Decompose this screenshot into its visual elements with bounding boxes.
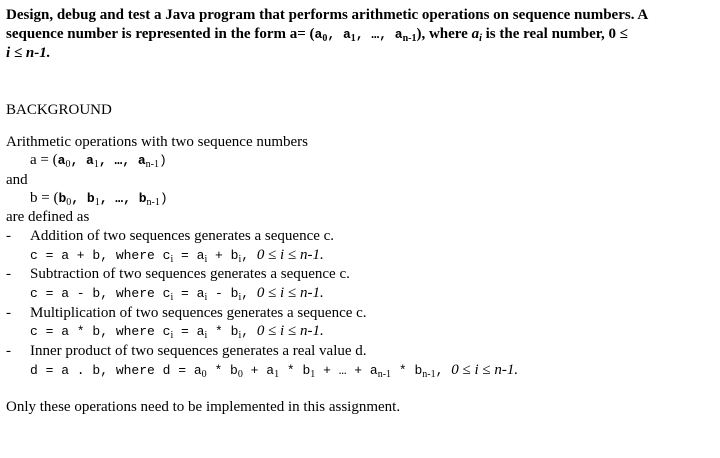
seq-b-sub-0: 0 — [66, 197, 72, 208]
seq-b-end: ) — [159, 191, 168, 206]
addition-description: Addition of two sequences generates a sequence c. — [30, 228, 335, 244]
inner-s5: n-1 — [377, 369, 392, 380]
intro-line-3 — [6, 44, 51, 62]
add-f2: = a — [173, 248, 205, 263]
sub-f1: c = a - b, where c — [30, 286, 171, 301]
seq-b-pre: b = ( — [30, 190, 59, 206]
inner-product-description: Inner product of two sequences generates a real value d. — [30, 343, 367, 359]
mul-f2: = a — [173, 324, 205, 339]
seq-b-sub-n: n-1 — [146, 197, 160, 208]
intro-tail: is the real number, 0 ≤ — [481, 26, 629, 42]
add-s1: i — [170, 254, 174, 265]
intro-sub-0: 0 — [322, 33, 328, 44]
seq-a-sub-1: 1 — [93, 159, 99, 170]
inner-s2: 0 — [237, 369, 243, 380]
inner-s6: n-1 — [422, 369, 436, 380]
inner-range: 0 ≤ i ≤ n-1. — [451, 362, 519, 378]
inner-p5: + … + a — [315, 363, 378, 378]
sub-f4: , — [241, 286, 257, 301]
bullet-subtraction: - — [6, 266, 11, 282]
mul-s2: i — [204, 330, 208, 341]
inner-p6: * b — [391, 363, 423, 378]
inner-s1: 0 — [201, 369, 207, 380]
add-f1: c = a + b, where c — [30, 248, 171, 263]
intro-where: ), where — [416, 26, 472, 42]
and-text: and — [6, 172, 28, 188]
intro-line-1 — [6, 6, 648, 24]
inner-p1: d = a . b, where d = a — [30, 363, 202, 378]
mul-f3: * b — [207, 324, 239, 339]
background-heading: BACKGROUND — [6, 102, 112, 118]
seq-a-n: , …, a — [98, 153, 146, 168]
add-range: 0 ≤ i ≤ n-1. — [256, 247, 324, 263]
closing-note: Only these operations need to be implemented in this assignment. — [6, 399, 401, 415]
inner-p3: + a — [242, 363, 275, 378]
bullet-inner-product: - — [6, 343, 11, 359]
mul-f4: , — [241, 324, 257, 339]
subtraction-description: Subtraction of two sequences generates a sequence c. — [30, 266, 350, 282]
defined-as: are defined as — [6, 209, 90, 225]
inner-p4: * b — [279, 363, 311, 378]
intro-sep-1: , a — [327, 27, 351, 42]
intro-line-2 — [6, 25, 628, 48]
intro-text-1: Design, debug and test a Java program that performs arithmetic operations on sequence numbers. A — [6, 7, 649, 23]
add-f4: , — [241, 248, 257, 263]
seq-b-n: , …, b — [99, 191, 147, 206]
background-intro: Arithmetic operations with two sequence numbers — [6, 134, 309, 150]
mul-s1: i — [170, 330, 174, 341]
intro-ai-sub: i — [479, 33, 482, 44]
sub-f2: = a — [173, 286, 205, 301]
sub-f3: - b — [207, 286, 239, 301]
sub-s3: i — [238, 292, 242, 303]
seq-b-0: b — [58, 191, 67, 206]
inner-p7: , — [435, 363, 452, 378]
mul-range: 0 ≤ i ≤ n-1. — [256, 323, 324, 339]
seq-a-pre: a = ( — [30, 152, 58, 168]
add-s3: i — [238, 254, 242, 265]
intro-text-3: i ≤ n-1. — [6, 45, 51, 61]
sub-s2: i — [204, 292, 208, 303]
intro-text-2: sequence number is represented in the form a= ( — [6, 26, 315, 42]
intro-sep-2: , …, a — [355, 27, 403, 42]
inner-s4: 1 — [310, 369, 316, 380]
seq-a-0: a — [57, 153, 66, 168]
seq-a-sub-0: 0 — [65, 159, 71, 170]
seq-a-sub-n: n-1 — [145, 159, 159, 170]
seq-b-sub-1: 1 — [94, 197, 100, 208]
bullet-addition: - — [6, 228, 11, 244]
sub-s1: i — [170, 292, 174, 303]
seq-b-1: , b — [71, 191, 95, 206]
inner-product-formula — [30, 361, 518, 384]
sub-range: 0 ≤ i ≤ n-1. — [256, 285, 324, 301]
intro-seq-a: a — [314, 27, 323, 42]
add-s2: i — [204, 254, 208, 265]
intro-sub-n: n-1 — [402, 33, 417, 44]
multiplication-description: Multiplication of two sequences generates a sequence c. — [30, 305, 367, 321]
inner-p2: * b — [206, 363, 238, 378]
add-f3: + b — [207, 248, 239, 263]
seq-a-1: , a — [70, 153, 94, 168]
sequence-a — [30, 151, 167, 174]
mul-f1: c = a * b, where c — [30, 324, 171, 339]
intro-ai: a — [471, 26, 480, 42]
mul-s3: i — [238, 330, 242, 341]
seq-a-end: ) — [159, 153, 167, 168]
bullet-multiplication: - — [6, 305, 11, 321]
intro-sub-1: 1 — [350, 33, 356, 44]
inner-s3: 1 — [274, 369, 280, 380]
